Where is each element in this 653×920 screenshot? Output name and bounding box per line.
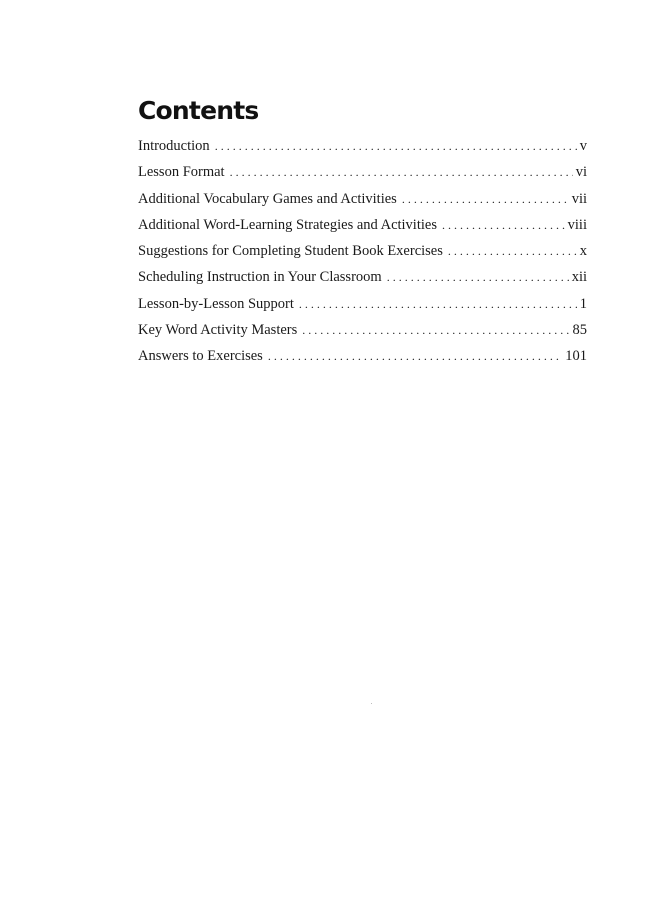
scan-speck [371, 703, 372, 704]
toc-entry-title: Additional Word-Learning Strategies and Activities [138, 216, 437, 233]
dot-leader [442, 212, 565, 238]
dot-leader [302, 317, 569, 343]
toc-entry-title: Additional Vocabulary Games and Activities [138, 190, 397, 207]
toc-entry-lesson-support [138, 291, 587, 317]
toc-entry-page: 85 [572, 322, 587, 339]
toc-entry-page: x [579, 243, 587, 260]
toc-entry-page: vii [571, 190, 587, 207]
toc-entry-title: Suggestions for Completing Student Book Exercises [138, 243, 443, 260]
dot-leader [215, 133, 577, 159]
toc-entry-page: v [579, 138, 587, 154]
dot-leader [448, 238, 577, 264]
toc-entry-vocabulary-games [138, 186, 587, 212]
toc-entry-title: Introduction [138, 138, 210, 154]
table-of-contents [138, 133, 587, 370]
toc-entry-title: Lesson-by-Lesson Support [138, 295, 294, 312]
dot-leader [268, 343, 562, 369]
toc-entry-activity-masters [138, 317, 587, 343]
toc-entry-answers [138, 343, 587, 369]
dot-leader [387, 264, 569, 290]
toc-entry-title: Answers to Exercises [138, 348, 263, 365]
contents-heading: Contents [138, 96, 259, 125]
toc-entry-word-learning-strategies [138, 212, 587, 238]
toc-entry-scheduling-instruction [138, 264, 587, 290]
toc-entry-page: vi [575, 164, 587, 181]
toc-entry-title: Scheduling Instruction in Your Classroom [138, 269, 382, 286]
dot-leader [402, 186, 569, 212]
toc-entry-title: Key Word Activity Masters [138, 322, 298, 339]
toc-entry-page: 1 [579, 295, 587, 312]
dot-leader [299, 291, 577, 317]
toc-entry-page: viii [567, 216, 587, 233]
dot-leader [230, 159, 573, 185]
toc-entry-student-book-exercises [138, 238, 587, 264]
toc-entry-page: 101 [565, 348, 587, 365]
toc-entry-page: xii [571, 269, 587, 286]
toc-entry-lesson-format [138, 159, 587, 185]
toc-entry-introduction [138, 133, 587, 159]
toc-entry-title: Lesson Format [138, 164, 225, 181]
